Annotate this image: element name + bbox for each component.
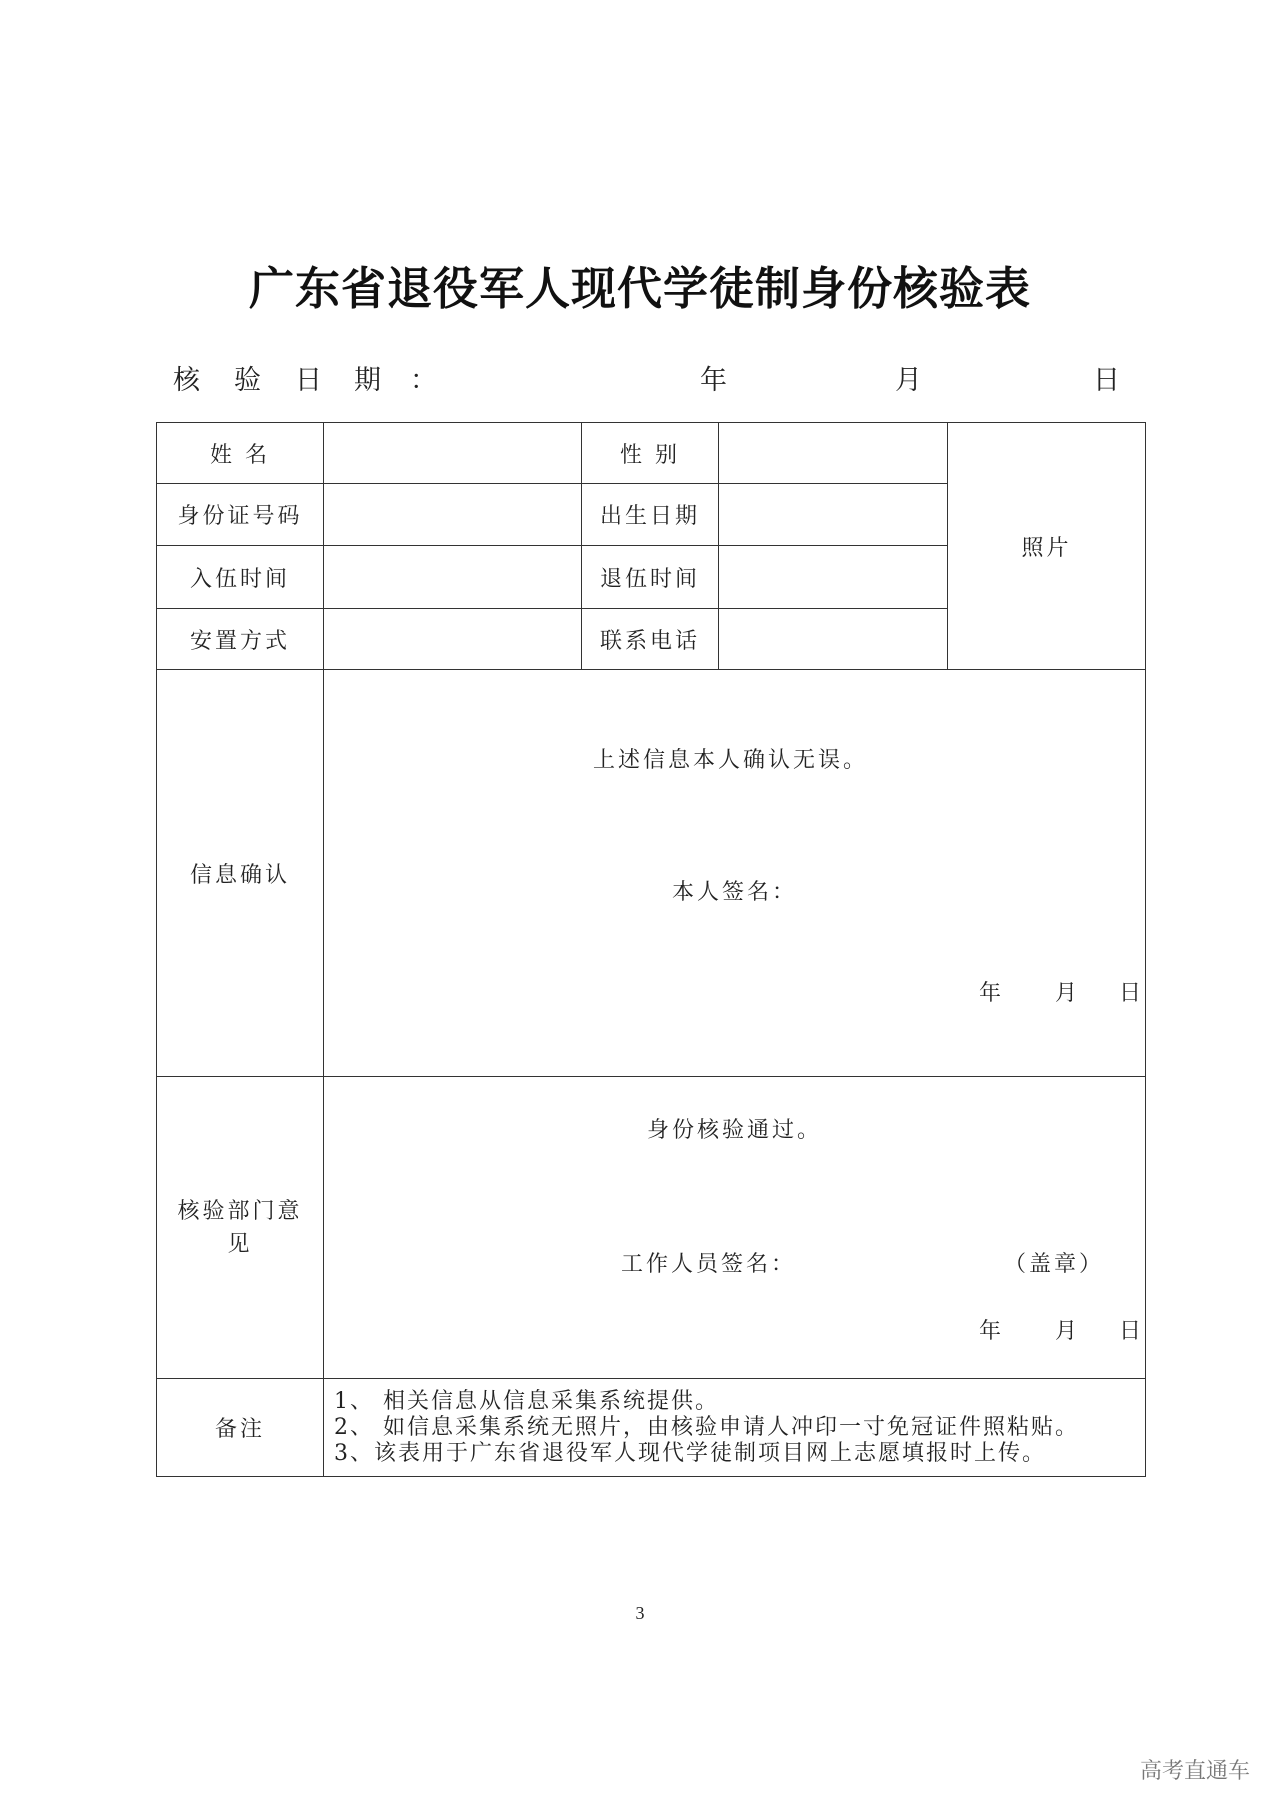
photo-box[interactable]: 照片 <box>948 423 1146 670</box>
confirm-statement: 上述信息本人确认无误。 <box>593 748 869 773</box>
date-year: 年 <box>700 365 727 396</box>
date-label-char: 日 <box>295 365 322 396</box>
name-label: 姓 名 <box>157 423 324 484</box>
verify-dept-cell[interactable] <box>324 1077 1146 1379</box>
date-day: 日 <box>1093 365 1120 396</box>
name-field[interactable] <box>324 423 582 484</box>
confirm-month: 月 <box>1055 981 1081 1006</box>
phone-label: 联系电话 <box>582 609 719 670</box>
verify-day: 日 <box>1119 1319 1145 1344</box>
watermark: 高考直通车 <box>1140 1759 1251 1784</box>
staff-signature-label: 工作人员签名： <box>621 1252 797 1277</box>
remarks-cell <box>324 1379 1146 1477</box>
enlist-date-label: 入伍时间 <box>157 546 324 609</box>
birth-date-label: 出生日期 <box>582 484 719 546</box>
discharge-date-label: 退伍时间 <box>582 546 719 609</box>
confirm-signature-label: 本人签名： <box>672 880 798 905</box>
page-title: 广东省退役军人现代学徒制身份核验表 <box>248 262 1031 315</box>
verify-statement: 身份核验通过。 <box>647 1118 823 1143</box>
verify-month: 月 <box>1055 1319 1081 1344</box>
gender-label: 性 别 <box>582 423 719 484</box>
seal-label: （盖章） <box>1004 1252 1105 1277</box>
verify-dept-label <box>157 1077 324 1379</box>
verify-dept-label-text: 核验部门意见 <box>177 1198 303 1257</box>
remark-line: 2、 如信息采集系统无照片，由核验申请人冲印一寸免冠证件照粘贴。 <box>334 1414 1079 1440</box>
enlist-date-field[interactable] <box>324 546 582 609</box>
page-number: 3 <box>635 1603 645 1623</box>
remark-line: 3、该表用于广东省退役军人现代学徒制项目网上志愿填报时上传。 <box>334 1440 1046 1466</box>
date-label-char: ： <box>410 365 437 396</box>
verify-year: 年 <box>979 1319 1005 1344</box>
info-confirm-cell[interactable] <box>324 670 1146 1077</box>
info-confirm-label: 信息确认 <box>157 670 324 1077</box>
remark-line: 1、 相关信息从信息采集系统提供。 <box>334 1388 719 1414</box>
confirm-day: 日 <box>1119 981 1145 1006</box>
date-month: 月 <box>895 365 922 396</box>
discharge-date-field[interactable] <box>719 546 948 609</box>
date-label-char: 验 <box>234 365 261 396</box>
placement-field[interactable] <box>324 609 582 670</box>
gender-field[interactable] <box>719 423 948 484</box>
placement-label: 安置方式 <box>157 609 324 670</box>
birth-date-field[interactable] <box>719 484 948 546</box>
remarks-label: 备注 <box>157 1379 324 1477</box>
date-label-char: 期 <box>354 365 381 396</box>
phone-field[interactable] <box>719 609 948 670</box>
id-number-field[interactable] <box>324 484 582 546</box>
id-number-label: 身份证号码 <box>157 484 324 546</box>
verification-form-table <box>156 422 1146 1477</box>
confirm-year: 年 <box>979 981 1005 1006</box>
date-label-char: 核 <box>173 365 200 396</box>
